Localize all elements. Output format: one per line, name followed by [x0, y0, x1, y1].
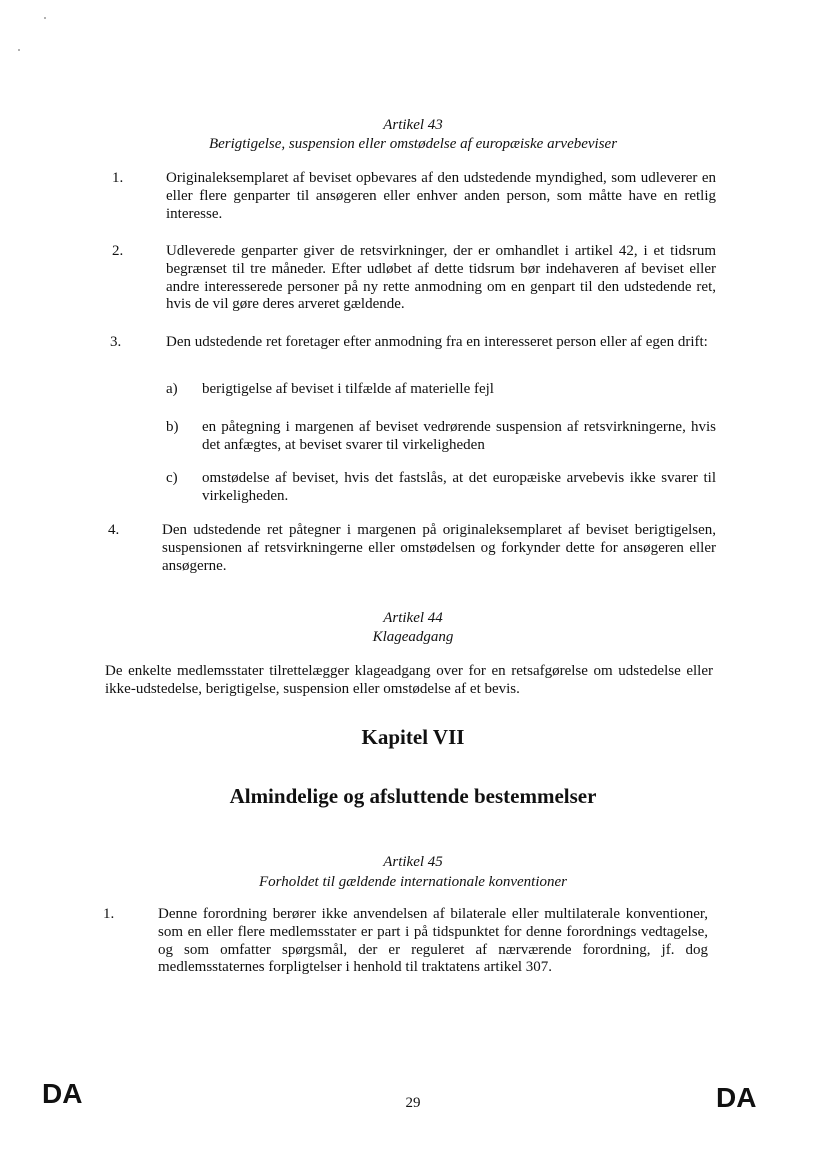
article-45-title: Forholdet til gældende internationale konventioner: [258, 874, 567, 890]
subitem-label: a): [166, 381, 178, 397]
article-43-paragraph-1: Originaleksemplaret af beviset opbevares af den udstedende myndighed, som udleverer en eller flere genparter til ansøgeren eller enhver anden person, som måtte have en retlig interesse.: [166, 170, 716, 222]
article-43-number: Artikel 43: [383, 117, 443, 133]
scan-speck: [44, 17, 46, 19]
paragraph-number: 1.: [112, 170, 124, 186]
chapter-title: Almindelige og afsluttende bestemmelser: [229, 784, 597, 808]
article-44-title: Klageadgang: [372, 629, 454, 645]
page-number: 29: [405, 1095, 421, 1111]
article-43-subitem-c: omstødelse af beviset, hvis det fastslås, at det europæiske arvebevis ikke svarer til virkeligheden.: [202, 470, 716, 504]
article-43-subitem-a: berigtigelse af beviset i tilfælde af materielle fejl: [202, 381, 494, 397]
article-43-paragraph-3: Den udstedende ret foretager efter anmodning fra en interesseret person eller af egen drift:: [166, 334, 708, 350]
article-45-number: Artikel 45: [383, 854, 443, 870]
paragraph-number: 1.: [103, 906, 115, 922]
chapter-number: Kapitel VII: [361, 725, 465, 749]
paragraph-number: 2.: [112, 243, 124, 259]
article-43-paragraph-4: Den udstedende ret påtegner i margenen på originaleksemplaret af beviset berigtigelsen, suspensionen af retsvirkningerne eller omstødelsen og forkynder dette for ansøgeren eller ansøgerne.: [162, 522, 716, 574]
language-code-right: DA: [716, 1082, 757, 1113]
scan-speck: [18, 49, 20, 51]
article-43-title: Berigtigelse, suspension eller omstødelse af europæiske arvebeviser: [208, 136, 618, 152]
paragraph-number: 4.: [108, 522, 120, 538]
subitem-label: c): [166, 470, 178, 486]
article-44-number: Artikel 44: [383, 610, 443, 626]
article-44-text: De enkelte medlemsstater tilrettelægger klageadgang over for en retsafgørelse om udstedelse eller ikke-udstedelse, berigtigelse, suspension eller omstødelse af et bevis.: [105, 663, 713, 697]
subitem-label: b): [166, 419, 179, 435]
article-43-paragraph-2: Udleverede genparter giver de retsvirkninger, der er omhandlet i artikel 42, i et tidsrum begrænset til tre måneder. Efter udløbet af dette tidsrum bør indehaveren af beviset eller andre interesserede personer på ny rette anmodning om en genpart til den udstedende ret, hvis de vil gøre deres arveret gældende.: [166, 243, 716, 313]
paragraph-number: 3.: [110, 334, 122, 350]
language-code-left: DA: [42, 1078, 83, 1109]
article-43-subitem-b: en påtegning i margenen af beviset vedrørende suspension af retsvirkningerne, hvis det anfægtes, at beviset svarer til virkeligheden: [202, 419, 716, 453]
article-45-paragraph-1: Denne forordning berører ikke anvendelsen af bilaterale eller multilaterale konventioner, som en eller flere medlemsstater er part i på tidspunktet for denne forordnings vedtagelse, og som omfatter spørgsmål, der er reguleret af nærværende forordning, jf. dog medlemsstaternes forpligtelser i henhold til traktatens artikel 307.: [158, 906, 708, 976]
